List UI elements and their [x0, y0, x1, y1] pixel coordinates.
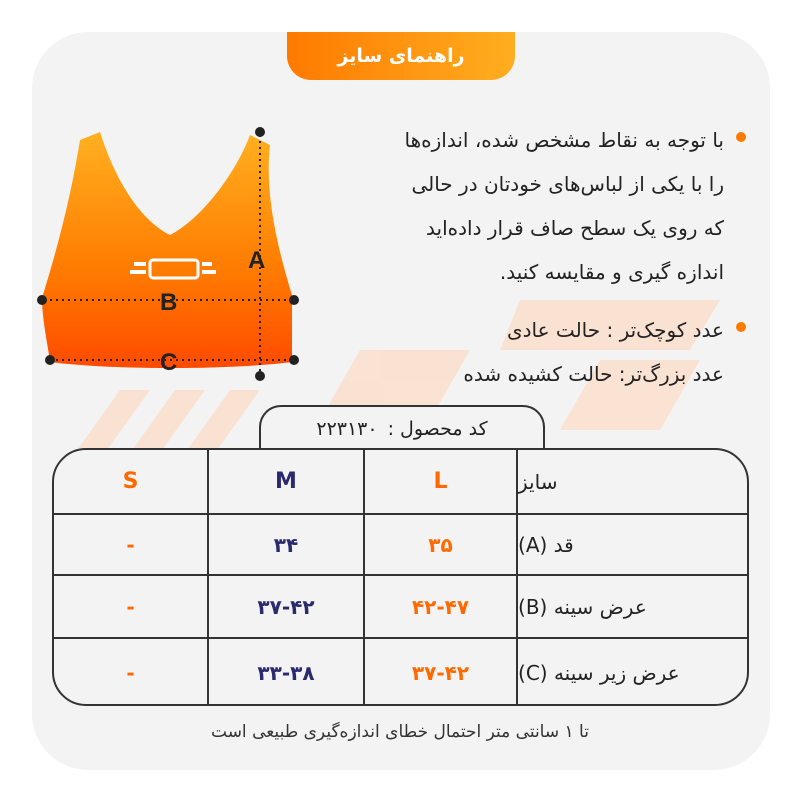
bullet-dot-icon	[736, 322, 746, 332]
cell-l: ۳۵	[428, 532, 453, 557]
instruction-line: اندازه گیری و مقایسه کنید.	[499, 260, 724, 284]
cell-l: ۴۲-۴۷	[411, 594, 470, 619]
instruction-block-2	[326, 308, 746, 396]
header-m: M	[275, 469, 297, 494]
product-code-label: کد محصول :	[387, 417, 488, 440]
header-size: سایز	[518, 469, 558, 494]
row-label-height: قد (A)	[518, 532, 574, 557]
bullet-dot-icon	[736, 132, 746, 142]
instruction-line: را با یکی از لباس‌های خودتان در حالی	[411, 172, 724, 196]
instruction-line: با توجه به نقاط مشخص شده، اندازه‌ها	[404, 128, 724, 152]
label-c: C	[160, 349, 178, 376]
instruction-line: که روی یک سطح صاف قرار داده‌اید	[426, 216, 724, 240]
instruction-line: عدد کوچک‌تر : حالت عادی	[506, 318, 724, 342]
label-a: A	[248, 247, 266, 274]
size-table	[52, 448, 749, 706]
cell-m: ۳۴	[273, 532, 299, 557]
cell-s: -	[126, 594, 135, 619]
product-code-value: ۲۲۳۱۳۰	[316, 417, 378, 440]
cell-s: -	[126, 660, 135, 685]
row-label-chest: عرض سینه (B)	[518, 594, 647, 619]
cell-s: -	[126, 532, 135, 557]
product-code	[259, 405, 545, 450]
measurement-note: تا ۱ سانتی متر احتمال خطای اندازه‌گیری طبیعی است	[211, 722, 589, 742]
cell-m: ۳۷-۴۲	[257, 594, 315, 619]
header-l: L	[433, 469, 448, 494]
page-title: راهنمای سایز	[287, 32, 515, 80]
cell-m: ۳۳-۳۸	[257, 660, 315, 685]
instructions	[326, 118, 746, 410]
cell-l: ۳۷-۴۲	[411, 660, 470, 685]
instruction-line: عدد بزرگ‌تر: حالت کشیده شده	[463, 362, 724, 386]
header-s: S	[122, 469, 139, 494]
instruction-block-1	[326, 118, 746, 294]
sports-bra-diagram	[30, 120, 310, 390]
row-label-underbust: عرض زیر سینه (C)	[518, 660, 680, 685]
label-b: B	[160, 289, 178, 316]
